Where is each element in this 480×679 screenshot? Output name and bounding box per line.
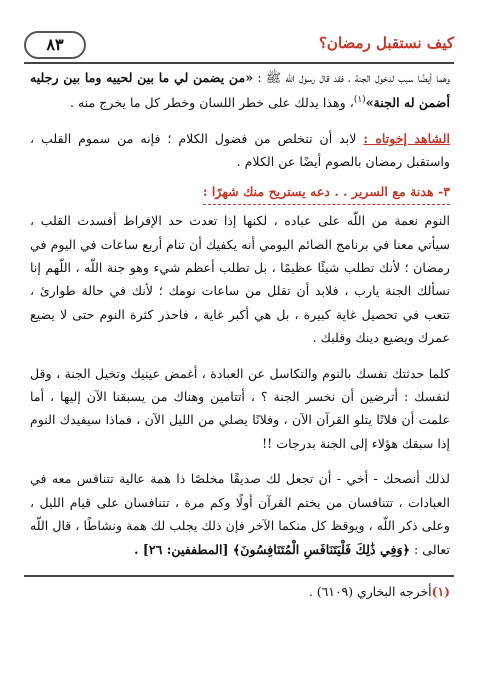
paragraph-4: كلما حدثتك نفسك بالنوم والتكاسل عن العبادة ، أغمض عينيك وتخيل الجنة ، وقل لنفسك : أترضين أن نخسر الجنة ؟ ، أتتامين وهناك من يسبقنا الآن إليها ، أما علمت أن فلانًا يتلو القرآن الآن ، وفلانًا يصلي من الليل الآن ، فماذا سيفيدك النوم إذا سبقك هؤلاء إلى الجنة بدرجات !! [30,365,450,451]
quran-verse: ﴿وَفِي ذَٰلِكَ فَلْيَتَنَافَسِ الْمُتَنَافِسُونَ﴾ [232,541,410,557]
paragraph-text: وهما أيضًا سبب لدخول الجنة ، فقد قال رسول اللّه ﷺ : [253,70,450,85]
verse-citation: [المطففين: ٢٦] . [134,541,233,557]
paragraph-text: لابد أن تتخلص من فضول الكلام ؛ فإنه من سموم القلب ، واستقبل رمضان بالصوم أيضًا عن الكلام . [30,131,450,170]
footnote [30,582,450,602]
page-body [30,66,450,561]
page-header [24,34,454,60]
paragraph-text: ، وهذا يدلك على خطر اللسان وخطر كل ما يخرج منه . [69,95,354,111]
section-heading-line [30,180,450,205]
footnote-number: (١) [431,584,450,599]
footnote-ref: (١) [353,95,366,106]
page-number: ٨٣ [24,31,86,59]
paragraph-3: النوم نعمة من اللّه على عباده ، لكنها إذا تعدت حد الإفراط أفسدت القلب ، سيأتي معنا في برنامج الصائم اليومي أنه يكفيك أن تنام أربع ساعات في اليوم في رمضان ؛ لأنك تطلب شيئًا عظيمًا ، بل تطلب أعظم شيء وهو جنة اللّه ، اللّهم إنا نسألك الجنة يارب ، فلابد أن تقلل من ساعات نومك ؛ لأنك في حالة طوارئ ، تتعب في تحصيل غاية كبيرة ، بل هي أكبر غاية ، فاحذر كثرة النوم حتى لا يضيع عمرك ويضيع دينك وقلبك . [30,213,450,346]
header-divider [24,62,454,64]
section-heading: ٣- هدنة مع السرير . . دعه يستريح منك شهرًا : [203,180,450,205]
book-title: كيف نستقبل رمضان؟ [318,34,454,52]
paragraph-1 [30,66,450,115]
paragraph-text: لذلك أنصحك - أخي - أن تجعل لك صديقًا مخلصًا ذا همة عالية تتنافس معه في العبادات ، تتنافسان من يختم القرآن أولًا وكم مرة ، تتنافسان على قيام الليل ، وعلى ذكر اللّه ، ويوقظ كل منكما الآخر فإن ذلك يجلب لك همة ونشاطًا ، قال اللّه تعالى : [30,471,450,557]
hadith-quote: «من يضمن لي ما بين لحييه وما بين رجليه أضمن له الجنة» [30,70,450,111]
paragraph-5 [30,467,450,561]
footnote-text: أخرجه البخاري (٦١٠٩) . [308,584,432,599]
paragraph-2 [30,127,450,174]
footnote-divider [24,575,454,577]
highlight-label: الشاهد إخوتاه : [363,131,451,146]
